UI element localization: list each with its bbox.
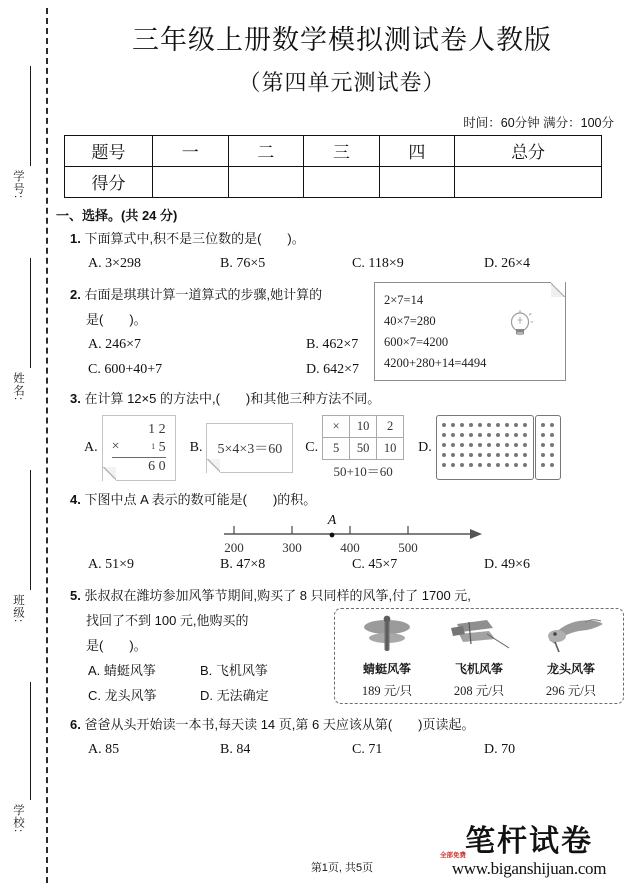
question-5-text-line1: 张叔叔在潍坊参加风筝节期间,购买了 8 只同样的风筝,付了 1700 元, xyxy=(84,587,471,603)
page-fold-corner xyxy=(102,467,116,481)
question-6-option-a[interactable]: A. 85 xyxy=(88,741,120,757)
seal-dashed-line xyxy=(46,8,48,883)
margin-label-class: 班级: xyxy=(12,594,24,624)
question-6 xyxy=(70,712,628,762)
question-6-option-b[interactable]: B. 84 xyxy=(220,741,251,757)
question-2-option-c[interactable]: C. 600+40+7 xyxy=(88,361,163,377)
question-5-text-line2: 找回了不到 100 元,他购买的 xyxy=(86,612,249,628)
step-line-3: 600×7=4200 xyxy=(384,334,449,349)
question-5-text-line3: 是( )。 xyxy=(86,637,147,653)
question-3-option-a-card[interactable] xyxy=(102,415,176,481)
question-3-option-c-label[interactable]: C. xyxy=(305,439,319,455)
kite-item xyxy=(525,614,617,699)
page-fold-corner xyxy=(551,282,566,297)
question-5 xyxy=(70,583,628,708)
page-subtitle: （第四单元测试卷） xyxy=(238,69,446,95)
kite-name: 蜻蜓风筝 xyxy=(362,661,411,676)
score-value-2[interactable] xyxy=(228,166,304,197)
question-6-text: 爸爸从头开始读一本书,每天读 14 页,第 6 天应该从第( )页读起。 xyxy=(84,716,475,732)
question-6-option-c[interactable]: C. 71 xyxy=(352,741,383,757)
kite-price: 208 元/只 xyxy=(453,683,505,698)
question-5-option-d[interactable]: D. 无法确定 xyxy=(200,687,269,703)
question-6-number: 6. xyxy=(70,716,81,732)
question-5-option-a[interactable]: A. 蜻蜓风筝 xyxy=(88,662,156,678)
score-col-total: 总分 xyxy=(455,135,602,166)
dragonfly-kite-icon xyxy=(349,614,425,654)
question-3-option-c-card[interactable] xyxy=(322,415,404,480)
multiply-sign: × xyxy=(111,438,120,454)
question-1-options xyxy=(88,251,628,276)
number-line-svg xyxy=(220,512,490,558)
question-3-option-b-card[interactable] xyxy=(206,423,293,473)
kite-item xyxy=(433,614,525,699)
grid-cell-10: 10 xyxy=(377,438,404,460)
seal-line-segment xyxy=(30,470,31,590)
question-2-number: 2. xyxy=(70,286,81,302)
question-1-option-c[interactable]: C. 118×9 xyxy=(352,255,404,271)
number-line-diagram xyxy=(220,512,490,558)
kite-item xyxy=(341,614,433,699)
exam-content xyxy=(56,0,628,891)
question-4-option-a[interactable]: A. 51×9 xyxy=(88,556,135,572)
logo-text: 笔杆试卷 xyxy=(465,825,593,858)
grid-header-2: 2 xyxy=(377,416,404,438)
question-2 xyxy=(70,282,628,382)
question-2-stem xyxy=(70,282,370,307)
question-4 xyxy=(70,487,628,577)
score-value-total[interactable] xyxy=(455,166,602,197)
svg-text:200: 200 xyxy=(224,539,244,555)
kite-price: 296 元/只 xyxy=(545,683,597,698)
margin-label-school: 学校: xyxy=(12,804,24,834)
vertical-multiplication xyxy=(112,421,166,475)
score-row-header: 题号 xyxy=(65,135,153,166)
option-c-sum: 50+10＝60 xyxy=(333,464,393,480)
table-row xyxy=(323,416,404,438)
question-5-body xyxy=(70,608,332,708)
question-5-number: 5. xyxy=(70,587,81,603)
dot-grid-10x5-icon xyxy=(439,419,531,471)
question-4-number: 4. xyxy=(70,491,81,507)
question-3-stem xyxy=(70,386,628,411)
question-3-options xyxy=(84,415,628,481)
score-col-3: 三 xyxy=(304,135,380,166)
question-5-options-row2 xyxy=(88,683,332,708)
page-title: 三年级上册数学模拟测试卷人教版 xyxy=(132,25,552,55)
score-table xyxy=(64,135,602,198)
margin-label-name: 姓名: xyxy=(12,372,24,402)
seal-line-segment xyxy=(30,258,31,368)
question-1-text: 下面算式中,积不是三位数的是( )。 xyxy=(84,230,305,246)
seal-line-segment xyxy=(30,66,31,166)
question-4-option-b[interactable]: B. 47×8 xyxy=(220,556,266,572)
table-row xyxy=(65,135,602,166)
multiplier-row xyxy=(112,438,166,458)
question-2-steps-card xyxy=(374,282,566,381)
multiplication-grid xyxy=(322,415,404,460)
score-col-4: 四 xyxy=(379,135,455,166)
step-line-1: 2×7=14 xyxy=(384,292,424,307)
kite-price: 189 元/只 xyxy=(361,683,413,698)
question-4-stem xyxy=(70,487,628,512)
svg-text:500: 500 xyxy=(398,539,418,555)
question-3-option-b-label[interactable]: B. xyxy=(189,439,203,455)
question-2-option-b[interactable]: B. 462×7 xyxy=(306,336,359,352)
logo-url: www.biganshijuan.com xyxy=(451,859,607,878)
question-3 xyxy=(70,386,628,481)
step-line-2: 40×7=280 xyxy=(384,313,436,328)
free-badge: 全部免费 xyxy=(440,852,466,859)
question-3-option-a-label[interactable]: A. xyxy=(84,439,98,455)
seal-line-segment xyxy=(30,682,31,800)
score-value-1[interactable] xyxy=(153,166,229,197)
question-2-text-line1: 右面是琪琪计算一道算式的步骤,她计算的 xyxy=(84,286,323,302)
question-3-text: 在计算 12×5 的方法中,( )和其他三种方法不同。 xyxy=(84,390,381,406)
question-6-stem xyxy=(70,712,628,737)
question-1-option-d[interactable]: D. 26×4 xyxy=(484,255,531,271)
question-4-option-d[interactable]: D. 49×6 xyxy=(484,556,531,572)
question-5-option-b[interactable]: B. 飞机风筝 xyxy=(200,662,268,678)
dot-array-minor[interactable] xyxy=(535,415,561,480)
question-5-option-c[interactable]: C. 龙头风筝 xyxy=(88,687,157,703)
kite-name: 飞机风筝 xyxy=(454,661,503,676)
question-4-text: 下图中点 A 表示的数可能是( )的积。 xyxy=(84,491,317,507)
option-b-expression: 5×4×3＝60 xyxy=(217,441,283,457)
dot-array-major[interactable] xyxy=(436,415,534,480)
question-6-options xyxy=(88,737,628,762)
question-5-stem xyxy=(70,583,628,608)
airplane-kite-icon xyxy=(441,614,517,654)
step-line-4: 4200+280+14=4494 xyxy=(384,355,487,370)
site-logo xyxy=(436,827,622,879)
multiplicand: 1 2 xyxy=(148,421,166,437)
question-1 xyxy=(70,226,628,276)
question-1-number: 1. xyxy=(70,230,81,246)
question-5-options-row1 xyxy=(88,658,332,683)
score-value-3[interactable] xyxy=(304,166,380,197)
question-1-option-b[interactable]: B. 76×5 xyxy=(220,255,266,271)
question-2-text-line2: 是( )。 xyxy=(86,311,147,327)
question-2-option-a[interactable]: A. 246×7 xyxy=(88,336,142,352)
table-row xyxy=(65,166,602,197)
carry-digit: 1 xyxy=(151,441,156,451)
svg-text:400: 400 xyxy=(340,539,360,555)
kite-name: 龙头风筝 xyxy=(546,661,595,676)
grid-cell-50: 50 xyxy=(350,438,377,460)
dot-grid-2x5-icon xyxy=(538,419,558,471)
lightbulb-icon xyxy=(507,309,535,343)
score-col-1: 一 xyxy=(153,135,229,166)
question-1-stem xyxy=(70,226,628,251)
score-col-2: 二 xyxy=(228,135,304,166)
grid-header-10: 10 xyxy=(350,416,377,438)
grid-header-sign: × xyxy=(323,416,350,438)
score-row-header: 得分 xyxy=(65,166,153,197)
question-6-option-d[interactable]: D. 70 xyxy=(484,741,516,757)
question-3-option-d-label[interactable]: D. xyxy=(418,439,432,455)
grid-row-5: 5 xyxy=(323,438,350,460)
question-4-option-c[interactable]: C. 45×7 xyxy=(352,556,398,572)
score-value-4[interactable] xyxy=(379,166,455,197)
multiplier: 5 xyxy=(158,439,166,455)
section-heading: 一、选择。(共 24 分) xyxy=(56,207,178,223)
dragonhead-kite-icon xyxy=(533,614,609,654)
svg-text:A: A xyxy=(327,512,337,528)
question-1-option-a[interactable]: A. 3×298 xyxy=(88,255,142,271)
kite-price-panel xyxy=(334,608,624,704)
exam-meta-info: 时间：60分钟 满分：100分 xyxy=(463,115,614,130)
table-row xyxy=(323,438,404,460)
product: 6 0 xyxy=(148,458,166,474)
svg-text:300: 300 xyxy=(282,539,302,555)
page-fold-corner xyxy=(206,459,220,473)
question-2-option-d[interactable]: D. 642×7 xyxy=(306,361,360,377)
binding-margin xyxy=(0,0,56,891)
page-number: 第1页, 共5页 xyxy=(310,862,374,874)
question-3-number: 3. xyxy=(70,390,81,406)
margin-label-student-id: 学号: xyxy=(12,170,24,200)
